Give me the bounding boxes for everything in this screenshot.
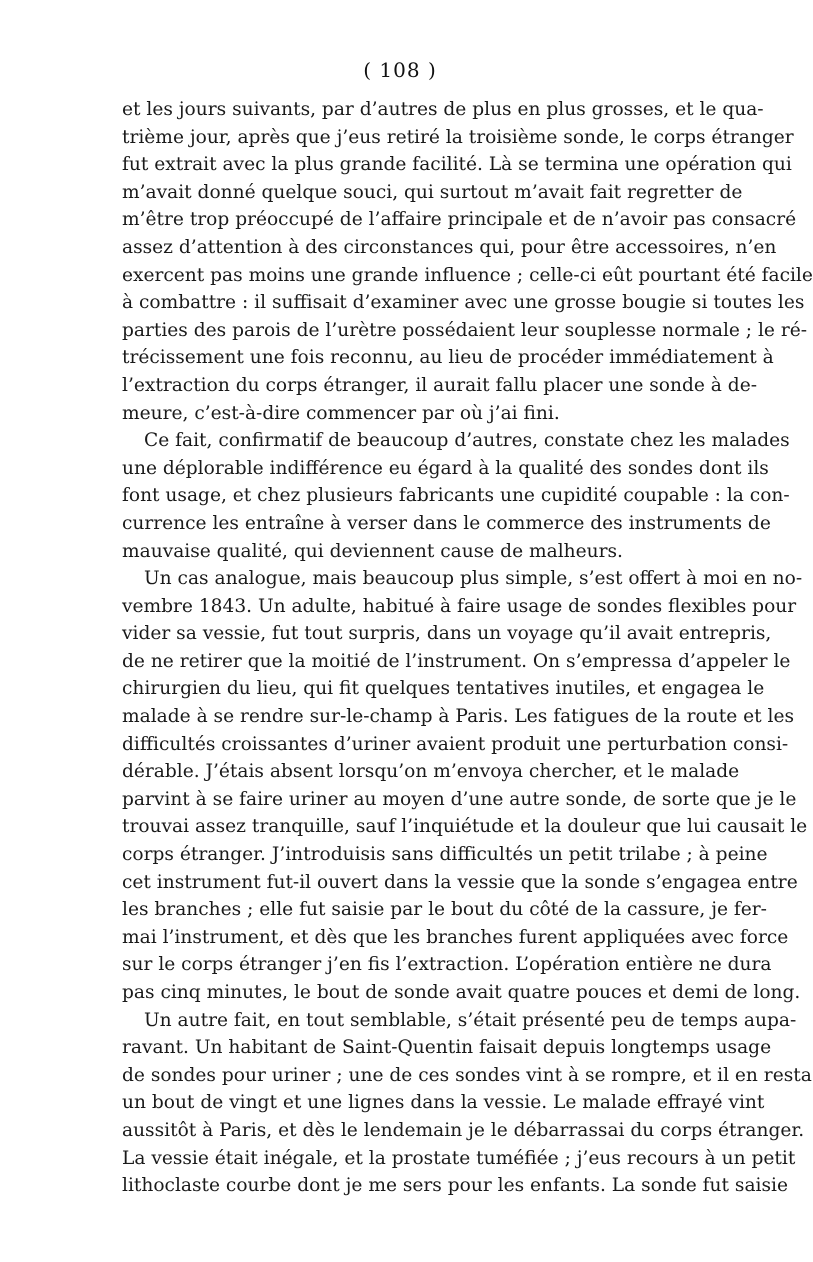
paragraph	[122, 1007, 812, 1200]
text-line: parties des parois de l’urètre possédaient leur souplesse normale ; le ré-	[122, 319, 808, 341]
text-line: de ne retirer que la moitié de l’instrument. On s’empressa d’appeler le	[122, 650, 791, 672]
text-line: currence les entraîne à verser dans le commerce des instruments de	[122, 512, 771, 534]
text-line: mai l’instrument, et dès que les branches furent appliquées avec force	[122, 926, 789, 948]
text-line: trième jour, après que j’eus retiré la troisième sonde, le corps étranger	[122, 126, 794, 148]
text-line: de sondes pour uriner ; une de ces sondes vint à se rompre, et il en resta	[122, 1064, 812, 1086]
text-line: Un autre fait, en tout semblable, s’était présenté peu de temps aupa-	[144, 1009, 797, 1031]
text-line: vider sa vessie, fut tout surpris, dans un voyage qu’il avait entrepris,	[122, 623, 772, 645]
text-line: exercent pas moins une grande influence ; celle-ci eût pourtant été facile	[122, 264, 813, 286]
paragraph	[122, 427, 790, 565]
text-line: chirurgien du lieu, qui fit quelques tentatives inutiles, et engagea le	[122, 678, 765, 700]
text-line: La vessie était inégale, et la prostate tuméfiée ; j’eus recours à un petit	[122, 1147, 796, 1169]
text-line: vembre 1843. Un adulte, habitué à faire usage de sondes flexibles pour	[122, 595, 797, 617]
text-line: Un cas analogue, mais beaucoup plus simple, s’est offert à moi en no-	[144, 568, 803, 590]
paragraph	[122, 565, 808, 1007]
text-line: corps étranger. J’introduisis sans difficultés un petit trilabe ; à peine	[122, 844, 768, 866]
text-line: sur le corps étranger j’en fis l’extraction. L’opération entière ne dura	[122, 954, 772, 976]
text-line: m’avait donné quelque souci, qui surtout m’avait fait regretter de	[122, 181, 743, 203]
text-line: et les jours suivants, par d’autres de plus en plus grosses, et le qua-	[122, 99, 764, 120]
text-line: lithoclaste courbe dont je me sers pour les enfants. La sonde fut saisie	[122, 1175, 788, 1197]
text-line: trécissement une fois reconnu, au lieu de procéder immédiatement à	[122, 347, 774, 369]
text-line: mauvaise qualité, qui deviennent cause de malheurs.	[122, 540, 623, 562]
paragraph	[122, 96, 813, 427]
text-line: à combattre : il suffisait d’examiner avec une grosse bougie si toutes les	[122, 292, 805, 314]
body-text	[122, 96, 813, 1200]
text-line: malade à se rendre sur-le-champ à Paris. Les fatigues de la route et les	[122, 706, 794, 728]
text-line: cet instrument fut-il ouvert dans la vessie que la sonde s’engagea entre	[122, 871, 798, 893]
text-line: aussitôt à Paris, et dès le lendemain je le débarrassai du corps étranger.	[122, 1119, 805, 1141]
text-line: assez d’attention à des circonstances qui, pour être accessoires, n’en	[122, 236, 777, 258]
text-line: dérable. J’étais absent lorsqu’on m’envoya chercher, et le malade	[122, 761, 740, 783]
text-line: un bout de vingt et une lignes dans la vessie. Le malade effrayé vint	[122, 1092, 765, 1114]
page-number: ( 108 )	[363, 58, 437, 82]
text-line: trouvai assez tranquille, sauf l’inquiétude et la douleur que lui causait le	[122, 816, 808, 838]
text-line: fut extrait avec la plus grande facilité. Là se termina une opération qui	[122, 154, 792, 176]
text-line: font usage, et chez plusieurs fabricants une cupidité coupable : la con-	[122, 485, 790, 507]
text-line: difficultés croissantes d’uriner avaient produit une perturbation consi-	[122, 733, 789, 755]
text-line: pas cinq minutes, le bout de sonde avait quatre pouces et demi de long.	[122, 982, 801, 1003]
text-line: ravant. Un habitant de Saint-Quentin faisait depuis longtemps usage	[122, 1037, 772, 1059]
text-line: meure, c’est-à-dire commencer par où j’ai fini.	[122, 402, 560, 424]
text-line: l’extraction du corps étranger, il aurait fallu placer une sonde à de-	[122, 374, 757, 396]
text-line: une déplorable indifférence eu égard à la qualité des sondes dont ils	[122, 457, 769, 479]
text-line: parvint à se faire uriner au moyen d’une autre sonde, de sorte que je le	[122, 788, 797, 810]
text-line: m’être trop préoccupé de l’affaire principale et de n’avoir pas consacré	[122, 209, 797, 231]
text-line: les branches ; elle fut saisie par le bout du côté de la cassure, je fer-	[122, 899, 767, 921]
text-line: Ce fait, confirmatif de beaucoup d’autres, constate chez les malades	[144, 430, 790, 452]
